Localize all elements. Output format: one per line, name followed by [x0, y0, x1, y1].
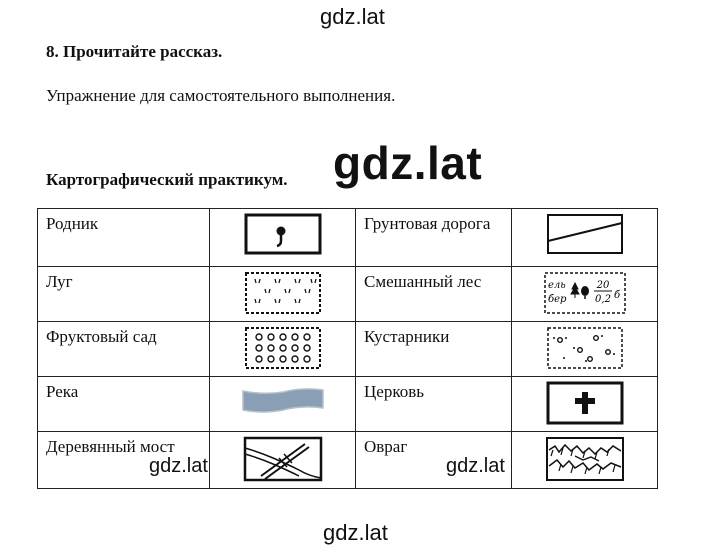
legend-symbol-river	[210, 377, 356, 432]
section-title: Картографический практикум.	[46, 170, 288, 189]
table-row	[38, 209, 658, 267]
watermark-bottom: gdz.lat	[323, 520, 388, 545]
legend-name-river: Река	[38, 377, 210, 432]
legend-name-spring: Родник	[38, 209, 210, 267]
legend-name-church: Церковь	[356, 377, 512, 432]
forest-label-suffix: б	[613, 290, 620, 301]
exercise-title: 8. Прочитайте рассказ.	[46, 42, 223, 61]
legend-name-wooden-bridge: Деревянный мост	[38, 432, 210, 489]
legend-symbol-spring	[210, 209, 356, 267]
river-icon	[241, 381, 325, 425]
legend-symbol-meadow	[210, 267, 356, 322]
wooden-bridge-icon	[243, 436, 323, 482]
table-row	[38, 322, 658, 377]
legend-name-dirt-road: Грунтовая дорога	[356, 209, 512, 267]
table-row	[38, 377, 658, 432]
legend-symbol-shrubs	[512, 322, 658, 377]
watermark-big: gdz.lat	[333, 137, 483, 189]
watermark-top: gdz.lat	[320, 4, 385, 29]
watermark-left: gdz.lat	[149, 455, 208, 477]
legend-symbol-ravine	[512, 432, 658, 489]
ravine-icon	[545, 436, 625, 482]
exercise-text: Упражнение для самостоятельного выполнения.	[46, 86, 396, 105]
legend-name-meadow: Луг	[38, 267, 210, 322]
map-legend-table	[37, 208, 658, 489]
orchard-icon	[244, 326, 322, 370]
table-row	[38, 432, 658, 489]
church-icon	[546, 381, 624, 425]
legend-symbol-dirt-road	[512, 209, 658, 267]
legend-symbol-orchard	[210, 322, 356, 377]
forest-label-thickness: 0,2	[594, 294, 611, 305]
dirt-road-icon	[546, 213, 624, 255]
shrubs-icon	[546, 326, 624, 370]
legend-name-mixed-forest: Смешанный лес	[356, 267, 512, 322]
meadow-icon	[244, 271, 322, 315]
legend-name-shrubs: Кустарники	[356, 322, 512, 377]
spring-icon	[244, 213, 322, 255]
legend-name-ravine: Овраг	[356, 432, 512, 489]
watermark-right: gdz.lat	[446, 455, 505, 477]
legend-symbol-wooden-bridge	[210, 432, 356, 489]
forest-label-height: 20	[596, 280, 609, 291]
table-row	[38, 267, 658, 322]
forest-label-birch: бер	[547, 294, 566, 305]
mixed-forest-icon	[543, 271, 627, 315]
legend-symbol-mixed-forest	[512, 267, 658, 322]
forest-label-spruce: ель	[547, 280, 566, 291]
legend-symbol-church	[512, 377, 658, 432]
legend-name-orchard: Фруктовый сад	[38, 322, 210, 377]
